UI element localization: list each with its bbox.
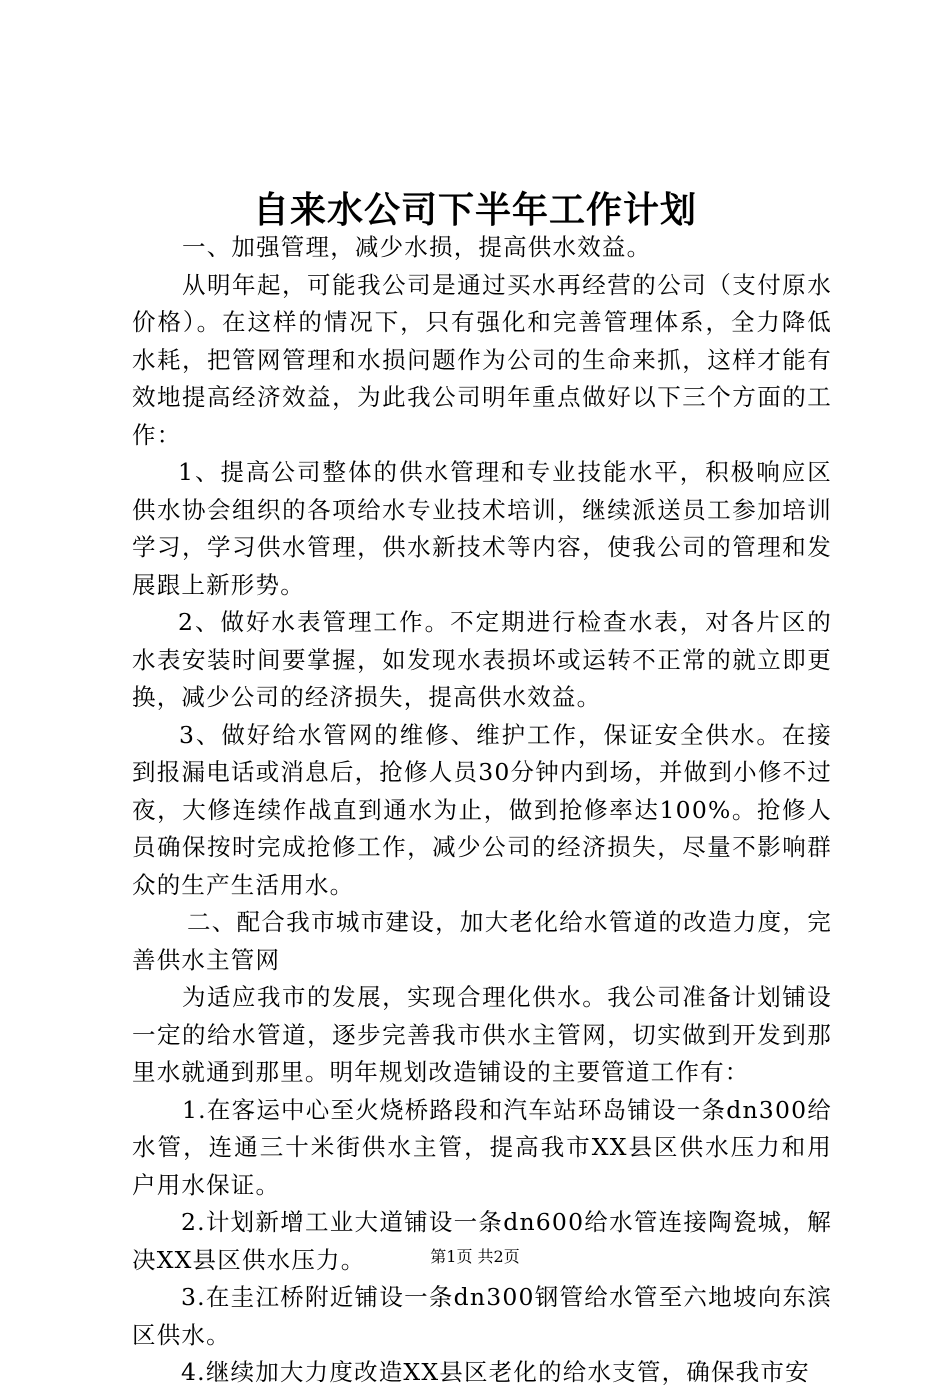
paragraph-pipeline: 为适应我市的发展，实现合理化供水。我公司准备计划铺设一定的给水管道，逐步完善我市供水主管网，切实做到开发到那里水就通到那里。明年规划改造铺设的主要管道工作有： xyxy=(132,983,832,1086)
pipeline-item-1: 1.在客运中心至火烧桥路段和汽车站环岛铺设一条dn300给水管，连通三十米街供水主管，提高我市XX县区供水压力和用户用水保证。 xyxy=(132,1095,832,1199)
pipeline-item-2: 2.计划新增工业大道铺设一条dn600给水管连接陶瓷城，解决XX县区供水压力。 xyxy=(132,1208,832,1274)
list-item-1: 1、提高公司整体的供水管理和专业技能水平，积极响应区供水协会组织的各项给水专业技术培训，继续派送员工参加培训学习，学习供水管理，供水新技术等内容，使我公司的管理和发展跟上新形势。 xyxy=(132,458,832,599)
section-heading-2: 二、配合我市城市建设，加大老化给水管道的改造力度，完善供水主管网 xyxy=(132,908,832,974)
page-number: 第1页 共2页 xyxy=(430,1247,520,1266)
paragraph-intro: 从明年起，可能我公司是通过买水再经营的公司（支付原水价格）。在这样的情况下，只有强化和完善管理体系，全力降低水耗，把管网管理和水损问题作为公司的生命来抓，这样才能有效地提高经济效益，为此我公司明年重点做好以下三个方面的工作： xyxy=(132,270,832,449)
pipeline-item-3: 3.在圭江桥附近铺设一条dn300钢管给水管至六地坡向东滨区供水。 xyxy=(132,1283,832,1349)
list-item-3: 3、做好给水管网的维修、维护工作，保证安全供水。在接到报漏电话或消息后，抢修人员30分钟内到场，并做到小修不过夜，大修连续作战直到通水为止，做到抢修率达100%。抢修人员确保按时完成抢修工作，减少公司的经济损失，尽量不影响群众的生产生活用水。 xyxy=(132,720,832,899)
pipeline-item-4: 4.继续加大力度改造XX县区老化的给水支管，确保我市安 xyxy=(181,1358,810,1386)
document-title: 自来水公司下半年工作计划 xyxy=(252,189,697,231)
document-body xyxy=(132,229,832,1392)
list-item-2: 2、做好水表管理工作。不定期进行检查水表，对各片区的水表安装时间要掌握，如发现水表损坏或运转不正常的就立即更换，减少公司的经济损失，提高供水效益。 xyxy=(132,608,832,711)
section-heading-1: 一、加强管理，减少水损，提高供水效益。 xyxy=(182,233,652,261)
